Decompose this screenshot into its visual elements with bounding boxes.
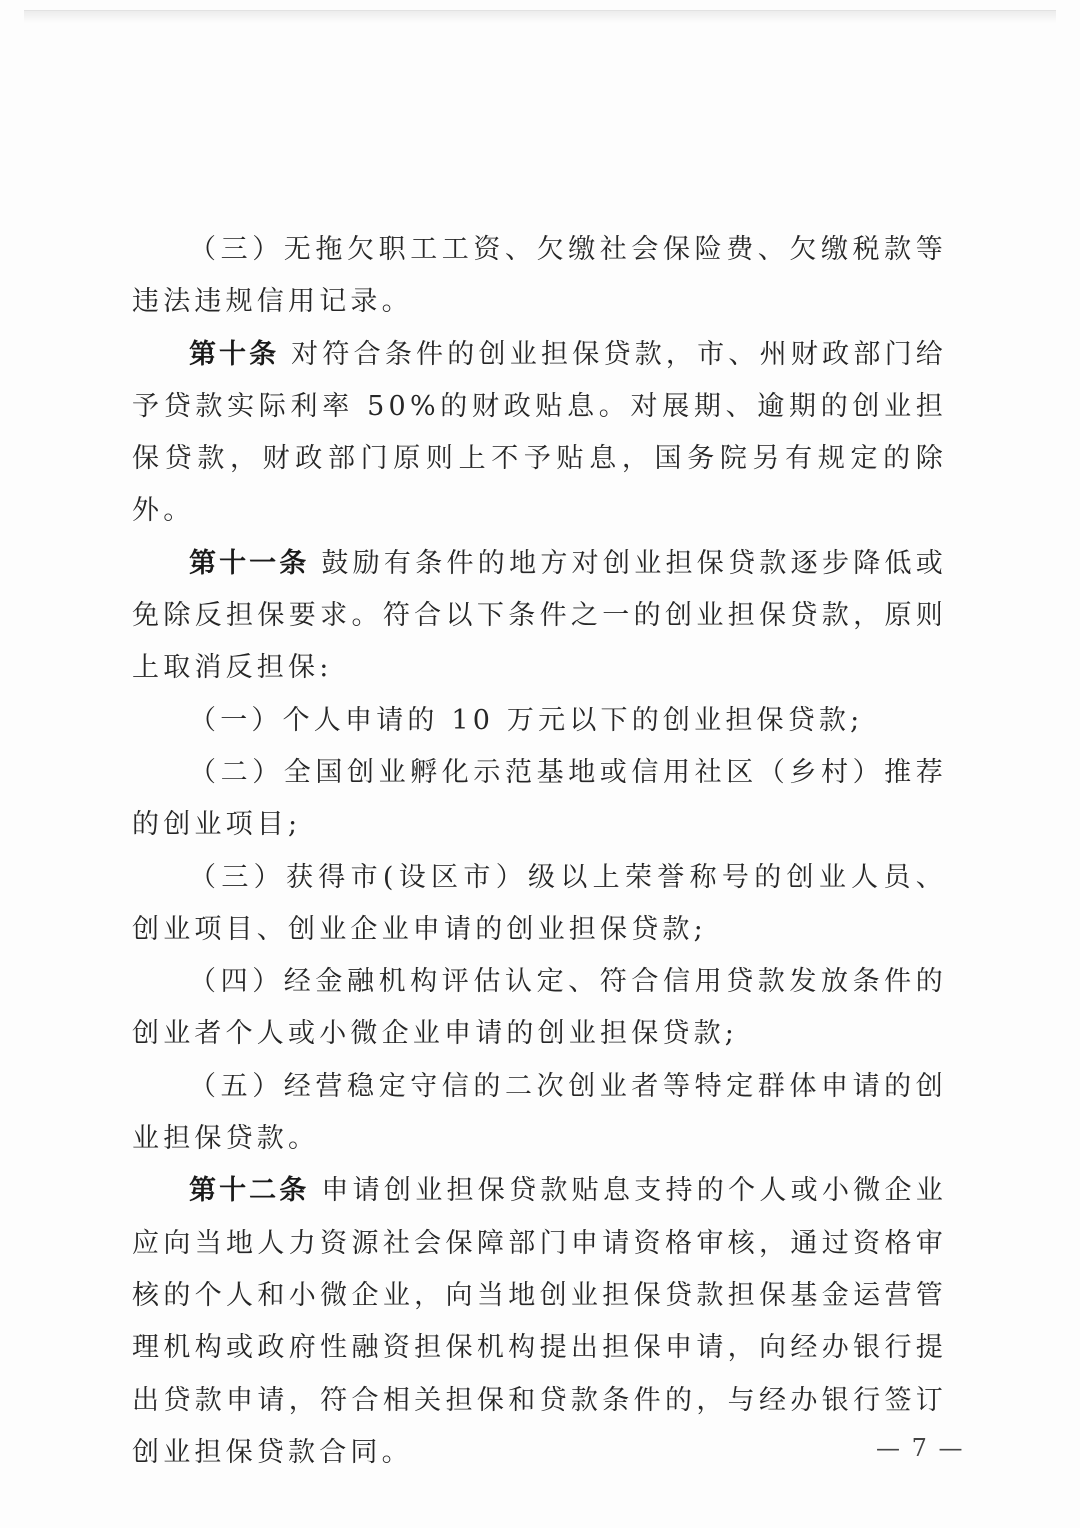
scan-top-edge (24, 10, 1056, 23)
paragraph-text: 对符合条件的创业担保贷款，市、州财政部门给予贷款实际利率 50%的财政贴息。对展期、逾期的创业担保贷款，财政部门原则上不予贴息，国务院另有规定的除外。 (132, 338, 948, 527)
article-12 (132, 1165, 947, 1479)
article-10 (132, 329, 947, 538)
list-item-3 (132, 852, 947, 957)
list-item-5 (132, 1061, 947, 1166)
paragraph-text: （二）全国创业孵化示范基地或信用社区（乡村）推荐的创业项目; (132, 756, 947, 841)
paragraph-text: （一）个人申请的 10 万元以下的创业担保贷款; (189, 704, 864, 736)
article-number: 第十条 (189, 338, 280, 370)
paragraph-item-3-credit (132, 224, 947, 329)
document-body (132, 224, 947, 1479)
paragraph-text: 申请创业担保贷款贴息支持的个人或小微企业应向当地人力资源社会保障部门申请资格审核，通过资格审核的个人和小微企业，向当地创业担保贷款担保基金运营管理机构或政府性融资担保机构提出担保申请，向经办银行提出贷款申请，符合相关担保和贷款条件的，与经办银行签订创业担保贷款合同。 (132, 1175, 948, 1468)
paragraph-text: （四）经金融机构评估认定、符合信用贷款发放条件的创业者个人或小微企业申请的创业担保贷款; (132, 966, 947, 1050)
paragraph-text: （五）经营稳定守信的二次创业者等特定群体申请的创业担保贷款。 (132, 1070, 947, 1155)
article-number: 第十一条 (189, 547, 310, 579)
paragraph-text: （三）获得市(设区市）级以上荣誉称号的创业人员、创业项目、创业企业申请的创业担保贷款; (132, 861, 947, 945)
list-item-1 (132, 695, 947, 747)
list-item-4 (132, 956, 947, 1061)
paragraph-text: （三）无拖欠职工工资、欠缴社会保险费、欠缴税款等违法违规信用记录。 (132, 234, 947, 318)
article-number: 第十二条 (189, 1175, 310, 1207)
article-11 (132, 538, 947, 695)
paragraph-text: 鼓励有条件的地方对创业担保贷款逐步降低或免除反担保要求。符合以下条件之一的创业担保贷款，原则上取消反担保: (132, 547, 948, 684)
page-number: — 7 — (876, 1434, 965, 1462)
list-item-2 (132, 747, 947, 852)
